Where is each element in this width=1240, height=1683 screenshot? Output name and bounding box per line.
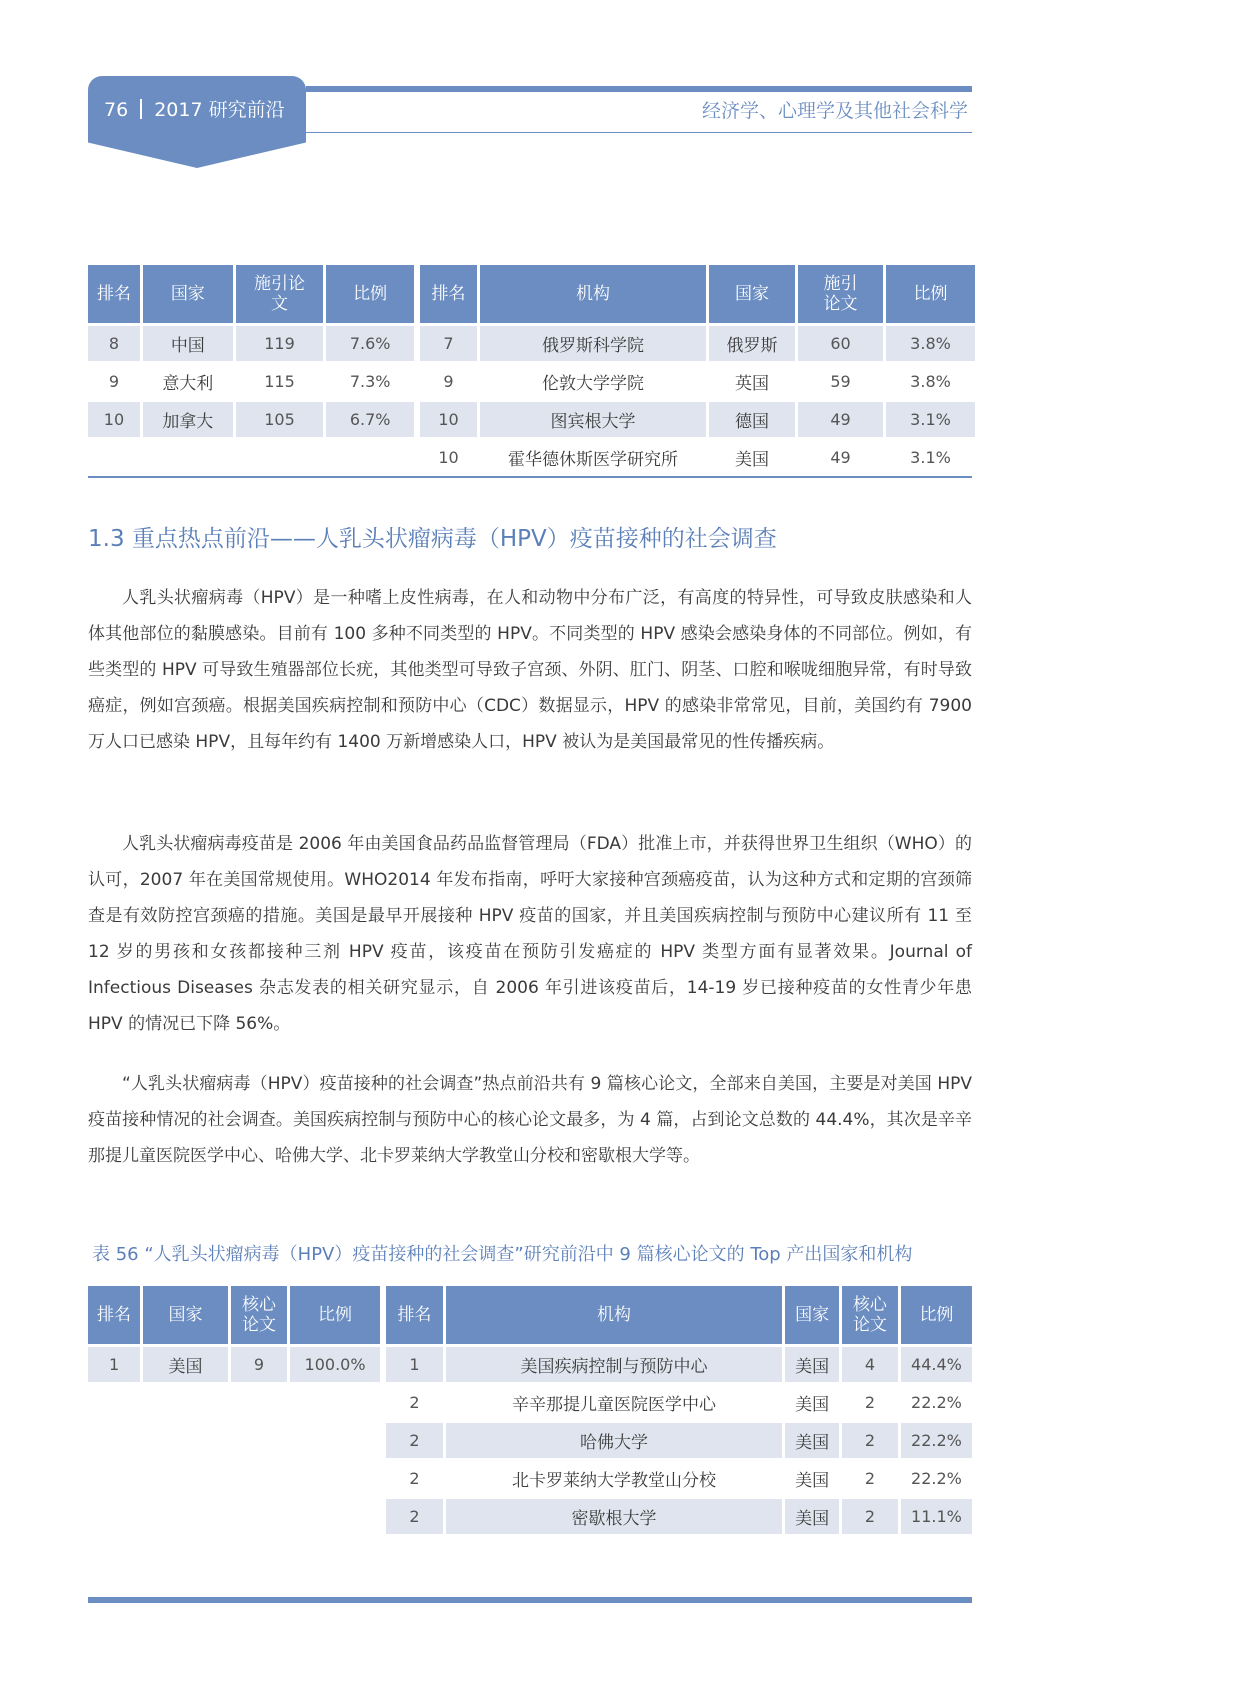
cell-ratio: 22.2%	[901, 1461, 972, 1496]
cell-rank: 7	[420, 326, 477, 361]
cell-papers: 49	[798, 440, 883, 475]
table-row	[386, 1461, 972, 1496]
cell-ratio: 7.3%	[326, 364, 414, 399]
table-row	[386, 1499, 972, 1534]
cell-papers: 2	[842, 1461, 898, 1496]
cell-rank: 1	[88, 1347, 140, 1382]
table56-institution-table	[383, 1283, 975, 1537]
cell-ratio: 7.6%	[326, 326, 414, 361]
page-number: 76	[104, 99, 129, 121]
cell-ratio: 22.2%	[901, 1423, 972, 1458]
col-header-rank: 排名	[88, 1286, 140, 1344]
table-row	[386, 1423, 972, 1458]
col-header-core-papers: 核心论文	[231, 1286, 287, 1344]
cell-institution: 哈佛大学	[446, 1423, 782, 1458]
cell-institution: 辛辛那提儿童医院医学中心	[446, 1385, 782, 1420]
col-header-ratio: 比例	[290, 1286, 380, 1344]
cell-ratio: 3.1%	[886, 440, 975, 475]
section-name: 经济学、心理学及其他社会科学	[701, 100, 968, 122]
cell-country: 中国	[143, 326, 233, 361]
header-rule	[306, 132, 972, 133]
table-row	[386, 1347, 972, 1382]
top-table-bottom-rule	[88, 476, 972, 478]
col-header-country: 国家	[785, 1286, 839, 1344]
cell-papers: 2	[842, 1423, 898, 1458]
cell-institution: 图宾根大学	[480, 402, 706, 437]
col-header-country: 国家	[143, 265, 233, 323]
cell-institution: 霍华德休斯医学研究所	[480, 440, 706, 475]
cell-country: 美国	[709, 440, 795, 475]
cell-institution: 密歇根大学	[446, 1499, 782, 1534]
cell-rank: 10	[420, 440, 477, 475]
table-row	[420, 402, 975, 437]
cell-ratio: 3.8%	[886, 326, 975, 361]
cell-rank: 10	[420, 402, 477, 437]
col-header-country: 国家	[709, 265, 795, 323]
cell-ratio: 22.2%	[901, 1385, 972, 1420]
footer-bar	[88, 1597, 972, 1603]
cell-ratio: 44.4%	[901, 1347, 972, 1382]
table-row	[420, 440, 975, 475]
col-header-citing-papers: 施引论文	[798, 265, 883, 323]
cell-papers: 105	[236, 402, 324, 437]
cell-country: 美国	[785, 1499, 839, 1534]
cell-ratio: 3.1%	[886, 402, 975, 437]
cell-country: 英国	[709, 364, 795, 399]
cell-ratio: 100.0%	[290, 1347, 380, 1382]
cell-papers: 49	[798, 402, 883, 437]
table-row	[88, 364, 414, 399]
cell-country: 俄罗斯	[709, 326, 795, 361]
paragraph-1: 人乳头状瘤病毒（HPV）是一种嗜上皮性病毒，在人和动物中分布广泛，有高度的特异性，可导致皮肤感染和人体其他部位的黏膜感染。目前有 100 多种不同类型的 HPV。不同类型的 HPV 感染会感染身体的不同部位。例如，有些类型的 HPV 可导致生殖器部位长疣，其他类型可导致子宫颈、外阴、肛门、阴茎、口腔和喉咙细胞异常，有时导致癌症，例如宫颈癌。根据美国疾病控制和预防中心（CDC）数据显示，HPV 的感染非常常见，目前，美国约有 7900 万人口已感染 HPV，且每年约有 1400 万新增感染人口，HPV 被认为是美国最常见的性传播疾病。	[88, 588, 972, 752]
cell-rank: 1	[386, 1347, 443, 1382]
paragraph-2: 人乳头状瘤病毒疫苗是 2006 年由美国食品药品监督管理局（FDA）批准上市，并获得世界卫生组织（WHO）的认可，2007 年在美国常规使用。WHO2014 年发布指南，呼吁大家接种宫颈癌疫苗，认为这种方式和定期的宫颈筛查是有效防控宫颈癌的措施。美国是最早开展接种 HPV 疫苗的国家，并且美国疾病控制与预防中心建议所有 11 至 12 岁的男孩和女孩都接种三剂 HPV 疫苗，该疫苗在预防引发癌症的 HPV 类型方面有显著效果。Journal of Infectious Diseases 杂志发表的相关研究显示，自 2006 年引进该疫苗后，14-19 岁已接种疫苗的女性青少年患 HPV 的情况已下降 56%。	[88, 834, 972, 1034]
cell-ratio: 11.1%	[901, 1499, 972, 1534]
cell-country: 美国	[143, 1347, 228, 1382]
table-row	[88, 1347, 380, 1382]
top-institution-table	[417, 262, 978, 478]
cell-papers: 59	[798, 364, 883, 399]
book-title: 2017 研究前沿	[154, 99, 285, 121]
col-header-rank: 排名	[88, 265, 140, 323]
col-header-country: 国家	[143, 1286, 228, 1344]
table-row	[88, 326, 414, 361]
cell-rank: 2	[386, 1423, 443, 1458]
col-header-citing-papers: 施引论文	[236, 265, 324, 323]
col-header-ratio: 比例	[901, 1286, 972, 1344]
cell-papers: 2	[842, 1385, 898, 1420]
cell-institution: 北卡罗莱纳大学教堂山分校	[446, 1461, 782, 1496]
cell-institution: 美国疾病控制与预防中心	[446, 1347, 782, 1382]
col-header-core-papers: 核心论文	[842, 1286, 898, 1344]
cell-country: 美国	[785, 1347, 839, 1382]
cell-rank: 9	[420, 364, 477, 399]
cell-country: 美国	[785, 1423, 839, 1458]
section-heading: 1.3 重点热点前沿——人乳头状瘤病毒（HPV）疫苗接种的社会调查	[88, 526, 777, 552]
table-row	[420, 364, 975, 399]
header-bar	[306, 86, 972, 92]
col-header-rank: 排名	[420, 265, 477, 323]
cell-papers: 2	[842, 1499, 898, 1534]
table-row	[88, 402, 414, 437]
col-header-institution: 机构	[446, 1286, 782, 1344]
table-caption: 表 56 “人乳头状瘤病毒（HPV）疫苗接种的社会调查”研究前沿中 9 篇核心论文的 Top 产出国家和机构	[92, 1244, 913, 1265]
cell-ratio: 3.8%	[886, 364, 975, 399]
table-row	[386, 1385, 972, 1420]
cell-papers: 9	[231, 1347, 287, 1382]
cell-rank: 2	[386, 1499, 443, 1534]
cell-country: 美国	[785, 1461, 839, 1496]
col-header-ratio: 比例	[326, 265, 414, 323]
col-header-rank: 排名	[386, 1286, 443, 1344]
cell-country: 美国	[785, 1385, 839, 1420]
top-country-table	[85, 262, 417, 440]
cell-rank: 2	[386, 1461, 443, 1496]
paragraph-3: “人乳头状瘤病毒（HPV）疫苗接种的社会调查”热点前沿共有 9 篇核心论文，全部来自美国，主要是对美国 HPV 疫苗接种情况的社会调查。美国疾病控制与预防中心的核心论文最多，为 4 篇，占到论文总数的 44.4%，其次是辛辛那提儿童医院医学中心、哈佛大学、北卡罗莱纳大学教堂山分校和密歇根大学等。	[88, 1074, 972, 1166]
cell-papers: 115	[236, 364, 324, 399]
cell-papers: 4	[842, 1347, 898, 1382]
cell-papers: 119	[236, 326, 324, 361]
cell-rank: 2	[386, 1385, 443, 1420]
cell-ratio: 6.7%	[326, 402, 414, 437]
cell-country: 意大利	[143, 364, 233, 399]
cell-institution: 伦敦大学学院	[480, 364, 706, 399]
cell-rank: 10	[88, 402, 140, 437]
table56-country-table	[85, 1283, 383, 1385]
header-tab-point	[88, 134, 306, 168]
cell-country: 加拿大	[143, 402, 233, 437]
cell-papers: 60	[798, 326, 883, 361]
table-row	[420, 326, 975, 361]
cell-institution: 俄罗斯科学院	[480, 326, 706, 361]
cell-rank: 8	[88, 326, 140, 361]
cell-rank: 9	[88, 364, 140, 399]
cell-country: 德国	[709, 402, 795, 437]
col-header-institution: 机构	[480, 265, 706, 323]
col-header-ratio: 比例	[886, 265, 975, 323]
